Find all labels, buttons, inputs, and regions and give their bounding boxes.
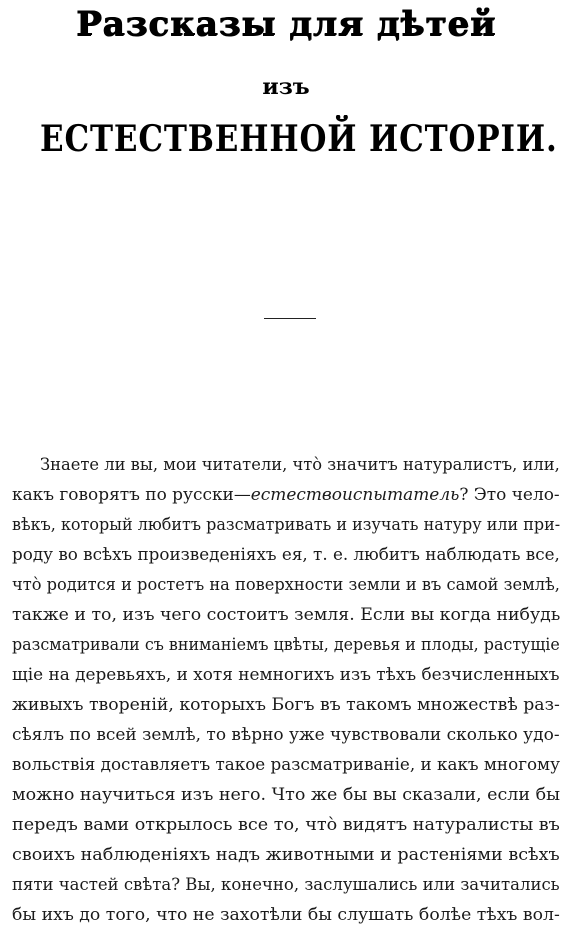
text-segment: какъ говорятъ по русски— [12, 485, 251, 505]
text-line: Знаете ли вы, мои читатели, что̀ значитъ натуралистъ, или, [40, 455, 560, 475]
text-line: что̀ родится и ростетъ на поверхности земли и въ самой землѣ, [12, 575, 560, 595]
text-line: живыхъ твореній, которыхъ Богъ въ такомъ множествѣ раз- [12, 695, 560, 715]
text-line: бы ихъ до того, что не захотѣли бы слушать болѣе тѣхъ вол- [12, 905, 560, 925]
text-segment: ? Это чело- [459, 485, 560, 505]
emphasized-term: естествоиспытатель [250, 485, 460, 505]
text-line: также и то, изъ чего состоитъ земля. Если вы когда нибудь [12, 605, 561, 625]
text-line: можно научиться изъ него. Что же бы вы сказали, если бы [12, 785, 561, 805]
page-main-title: ЕСТЕСТВЕННОЙ ИСТОРІИ. [40, 118, 558, 160]
section-divider [264, 318, 316, 319]
text-line: роду во всѣхъ произведеніяхъ ея, т. е. любитъ наблюдать все, [12, 545, 560, 565]
text-line: сѣялъ по всей землѣ, то вѣрно уже чувствовали сколько удо- [12, 725, 560, 745]
text-line: своихъ наблюденіяхъ надъ животными и растеніями всѣхъ [12, 845, 560, 865]
text-line: разсматривали съ вниманіемъ цвѣты, деревья и плоды, растущіе [12, 635, 560, 655]
text-line: вѣкъ, который любитъ разсматривать и изучать натуру или при- [12, 515, 561, 535]
text-line: вольствія доставляетъ такое разсматриваніе, и какъ многому [12, 755, 560, 775]
page-header-title: Разсказы для дѣтей [75, 4, 497, 44]
text-line [12, 480, 560, 510]
title-connector: изъ [262, 74, 310, 100]
text-line: передъ вами открылось все то, что̀ видятъ натуралисты въ [12, 815, 560, 835]
text-line: щіе на деревьяхъ, и хотя немногихъ изъ тѣхъ безчисленныхъ [12, 665, 560, 685]
text-line: пяти частей свѣта? Вы, конечно, заслушались или зачитались [12, 875, 560, 895]
